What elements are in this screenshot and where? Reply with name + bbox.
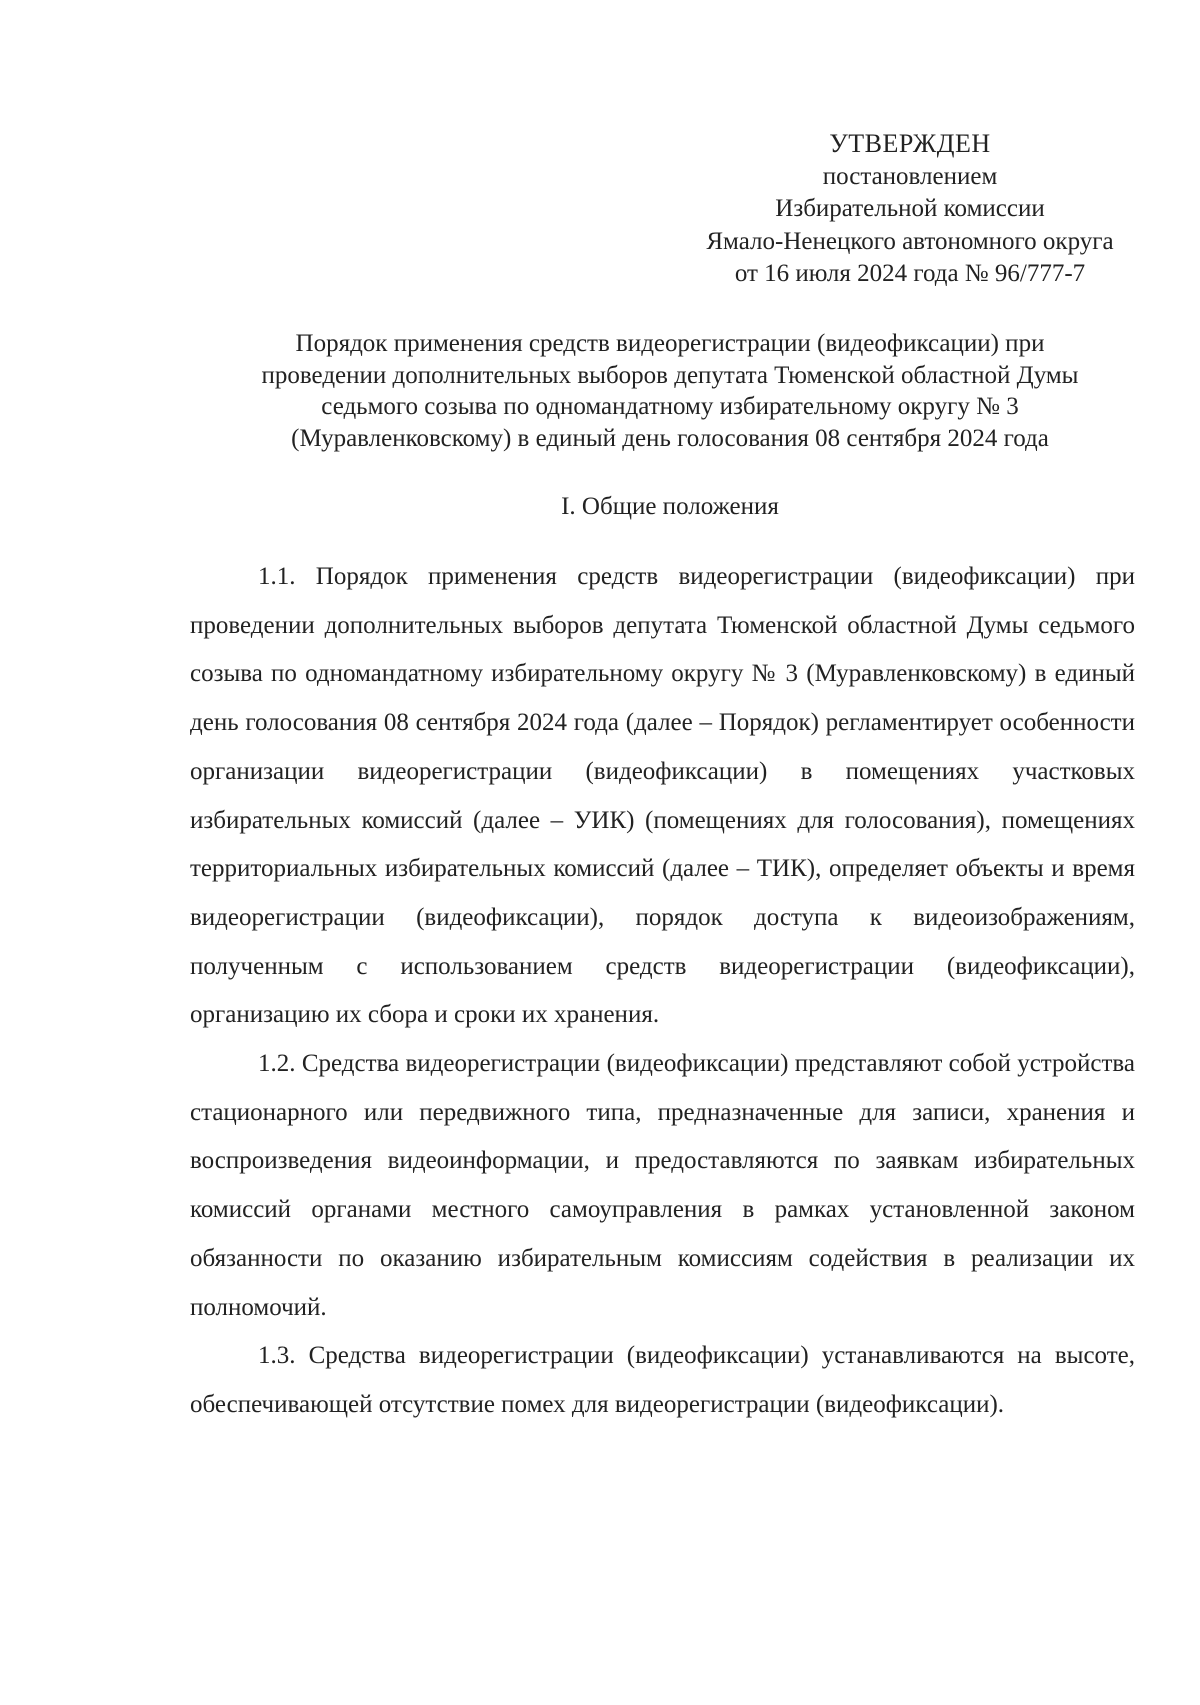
paragraph-1-1: 1.1. Порядок применения средств видеорегистрации (видеофиксации) при проведении дополнительных выборов депутата Тюменской областной Думы седьмого созыва по одномандатному избирательному округу № 3 (Муравленковскому) в единый день голосования 08 сентября 2024 года (далее – Порядок) регламентирует особенности организации видеорегистрации (видеофиксации) в помещениях участковых избирательных комиссий (далее – УИК) (помещениях для голосования), помещениях территориальных избирательных комиссий (далее – ТИК), определяет объекты и время видеорегистрации (видеофиксации), порядок доступа к видеоизображениям, полученным с использованием средств видеорегистрации (видеофиксации), организацию их сбора и сроки их хранения. [190, 563, 1135, 1029]
section-body [190, 553, 1135, 1430]
approval-block [670, 128, 1150, 291]
document-title [190, 328, 1150, 454]
document-title-line: (Муравленковскому) в единый день голосования 08 сентября 2024 года [291, 424, 1049, 452]
approval-line: Избирательной комиссии [775, 195, 1045, 222]
section-heading: I. Общие положения [561, 493, 779, 520]
approval-line: от 16 июля 2024 года № 96/777-7 [734, 260, 1086, 287]
paragraph-1-2: 1.2. Средства видеорегистрации (видеофиксации) представляют собой устройства стационарного или передвижного типа, предназначенные для записи, хранения и воспроизведения видеоинформации, и предоставляются по заявкам избирательных комиссий органами местного самоуправления в рамках установленной законом обязанности по оказанию избирательным комиссиям содействия в реализации их полномочий. [190, 1050, 1135, 1321]
approval-line: Ямало-Ненецкого автономного округа [706, 227, 1114, 255]
approval-line: постановлением [822, 162, 998, 190]
paragraph-1-3: 1.3. Средства видеорегистрации (видеофиксации) устанавливаются на высоте, обеспечивающей отсутствие помех для видеорегистрации (видеофиксации). [190, 1342, 1135, 1418]
approval-title: УТВЕРЖДЕН [829, 129, 991, 158]
document-title-line: проведении дополнительных выборов депутата Тюменской областной Думы [261, 361, 1079, 389]
document-title-line: Порядок применения средств видеорегистрации (видеофиксации) при [295, 330, 1045, 357]
document-title-line: седьмого созыва по одномандатному избирательному округу № 3 [321, 393, 1019, 420]
